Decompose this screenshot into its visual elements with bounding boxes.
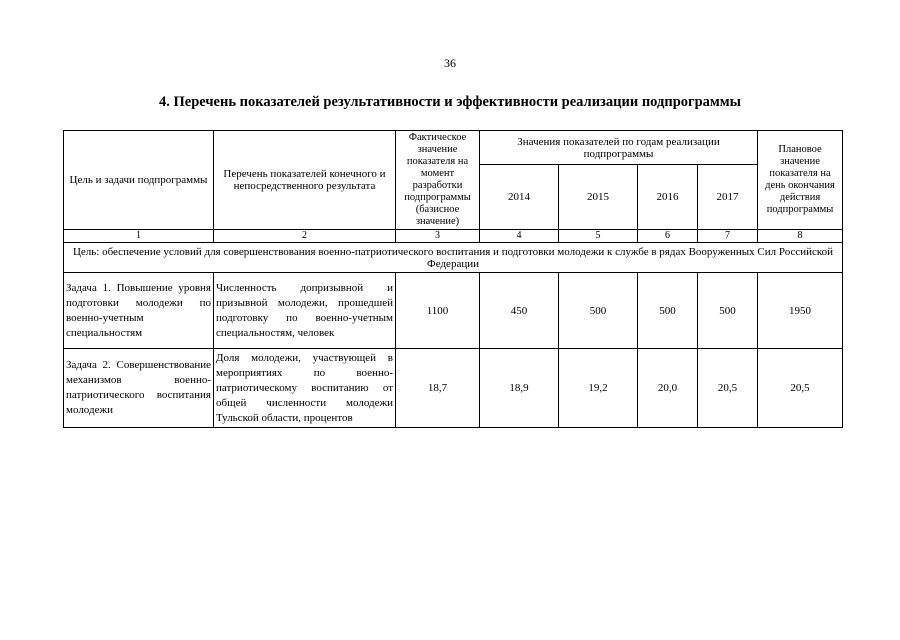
header-years-group: Значения показателей по годам реализации подпрограммы [480, 131, 758, 165]
document-title: 4. Перечень показателей результативности и эффективности реализации подпрограммы [159, 94, 741, 110]
indicator-cell: Численность допризывной и призывной молодежи, прошедшей подготовку по военно-учетным специальностям, человек [214, 273, 396, 349]
header-planned-value: Плановое значение показателя на день окончания действия подпрограммы [758, 131, 843, 230]
column-numbers-row [64, 230, 843, 243]
column-number: 8 [758, 230, 843, 243]
indicator-cell: Доля молодежи, участвующей в мероприятиях по военно-патриотическому воспитанию от общей численности молодежи Тульской области, процентов [214, 349, 396, 428]
table-row [64, 273, 843, 349]
page-number: 36 [444, 56, 456, 70]
header-year-2014: 2014 [480, 165, 559, 230]
column-number: 2 [214, 230, 396, 243]
year-2014-cell: 18,9 [480, 349, 559, 428]
planned-value-cell: 1950 [758, 273, 843, 349]
header-row [64, 131, 843, 165]
column-number: 7 [698, 230, 758, 243]
column-number: 4 [480, 230, 559, 243]
year-2015-cell: 19,2 [559, 349, 638, 428]
indicators-table [63, 130, 843, 428]
column-number: 3 [396, 230, 480, 243]
column-number: 6 [638, 230, 698, 243]
header-actual-value: Фактическое значение показателя на момент разработки подпрограммы (базисное значение) [396, 131, 480, 230]
header-year-2017: 2017 [698, 165, 758, 230]
goal-text: Цель: обеспечение условий для совершенствования военно-патриотического воспитания и подготовки молодежи к службе в рядах Вооруженных Сил Российской Федерации [64, 243, 843, 273]
year-2016-cell: 20,0 [638, 349, 698, 428]
year-2017-cell: 20,5 [698, 349, 758, 428]
year-2015-cell: 500 [559, 273, 638, 349]
header-year-2016: 2016 [638, 165, 698, 230]
header-year-2015: 2015 [559, 165, 638, 230]
year-2017-cell: 500 [698, 273, 758, 349]
actual-value-cell: 18,7 [396, 349, 480, 428]
header-indicators: Перечень показателей конечного и непосредственного результата [214, 131, 396, 230]
year-2016-cell: 500 [638, 273, 698, 349]
task-cell: Задача 1. Повышение уровня подготовки молодежи по военно-учетным специальностям [64, 273, 214, 349]
actual-value-cell: 1100 [396, 273, 480, 349]
year-2014-cell: 450 [480, 273, 559, 349]
header-goals: Цель и задачи подпрограммы [64, 131, 214, 230]
column-number: 1 [64, 230, 214, 243]
goal-row [64, 243, 843, 273]
column-number: 5 [559, 230, 638, 243]
planned-value-cell: 20,5 [758, 349, 843, 428]
task-cell: Задача 2. Совершенствование механизмов военно-патриотического воспитания молодежи [64, 349, 214, 428]
table-row [64, 349, 843, 428]
